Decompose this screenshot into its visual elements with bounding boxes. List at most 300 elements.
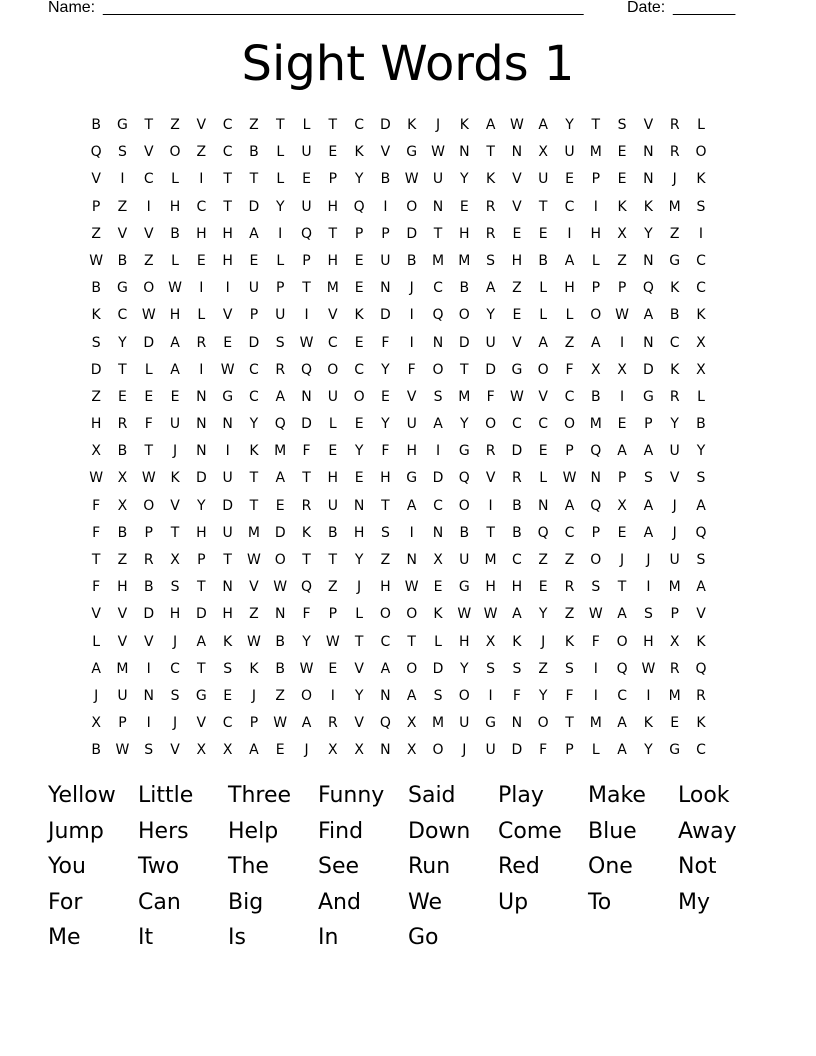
grid-letter: N: [406, 552, 417, 568]
grid-letter: J: [435, 117, 441, 133]
grid-letter: A: [538, 334, 548, 351]
grid-letter: C: [170, 660, 180, 677]
grid-letter: I: [593, 198, 598, 215]
grid-letter: K: [512, 633, 522, 650]
grid-letter: A: [538, 117, 548, 133]
grid-letter: S: [275, 334, 285, 351]
grid-row: [83, 683, 714, 710]
grid-letter: V: [538, 388, 548, 405]
grid-letter: N: [301, 388, 312, 405]
grid-letter: W: [509, 117, 524, 133]
grid-letter: X: [117, 470, 128, 487]
grid-letter: O: [143, 497, 155, 514]
grid-letter: U: [459, 715, 470, 732]
grid-letter: M: [116, 660, 129, 677]
grid-letter: M: [589, 416, 602, 433]
grid-letter: B: [328, 524, 338, 541]
grid-letter: N: [537, 497, 549, 514]
grid-letter: U: [380, 252, 391, 269]
grid-letter: A: [485, 117, 496, 133]
grid-letter: A: [91, 660, 101, 677]
grid-letter: O: [590, 552, 602, 568]
grid-letter: W: [220, 361, 235, 378]
grid-letter: V: [117, 606, 128, 623]
grid-letter: L: [591, 742, 600, 759]
grid-letter: L: [539, 307, 548, 324]
grid-letter: N: [380, 687, 391, 704]
date-blank-line: _______: [673, 0, 736, 16]
word-list-item: Look: [678, 783, 730, 808]
grid-letter: Q: [301, 579, 313, 596]
word-list-row: [48, 778, 768, 814]
grid-letter: B: [406, 252, 417, 269]
grid-letter: N: [590, 470, 602, 487]
grid-letter: O: [458, 497, 470, 514]
grid-letter: M: [589, 144, 602, 161]
grid-letter: X: [669, 633, 680, 650]
grid-letter: A: [170, 334, 180, 351]
grid-letter: U: [301, 144, 312, 161]
grid-letter: F: [381, 334, 390, 351]
grid-row: [83, 411, 714, 438]
grid-letter: U: [327, 497, 338, 514]
word-list-item: Said: [408, 783, 456, 808]
grid-letter: S: [696, 552, 706, 568]
grid-letter: U: [669, 443, 680, 460]
grid-letter: X: [170, 552, 180, 568]
grid-letter: A: [617, 742, 627, 759]
grid-letter: E: [512, 225, 522, 242]
grid-letter: T: [486, 524, 495, 541]
grid-letter: J: [672, 171, 677, 188]
grid-row: [83, 438, 714, 465]
grid-letter: S: [118, 144, 127, 161]
grid-letter: R: [143, 552, 154, 568]
grid-letter: R: [669, 144, 680, 161]
grid-letter: M: [668, 687, 681, 704]
grid-letter: Q: [695, 524, 707, 541]
grid-letter: A: [485, 280, 496, 297]
grid-letter: W: [404, 579, 419, 596]
grid-letter: K: [643, 198, 653, 215]
grid-letter: X: [117, 497, 128, 514]
grid-letter: T: [144, 443, 154, 460]
grid-letter: J: [172, 633, 178, 650]
word-list-item: We: [408, 889, 442, 915]
grid-letter: V: [143, 144, 154, 161]
grid-letter: V: [117, 633, 128, 650]
grid-letter: Y: [460, 171, 469, 188]
grid-letter: M: [326, 280, 339, 297]
grid-letter: F: [565, 361, 574, 378]
grid-letter: L: [171, 171, 179, 188]
grid-letter: O: [406, 660, 418, 677]
grid-letter: G: [117, 117, 128, 133]
grid-letter: W: [615, 307, 629, 324]
grid-letter: R: [485, 225, 496, 242]
grid-letter: Y: [354, 171, 364, 188]
grid-letter: J: [541, 633, 546, 650]
grid-letter: H: [327, 252, 339, 269]
grid-letter: T: [302, 280, 311, 297]
grid-letter: O: [327, 361, 339, 378]
word-list-item: To: [588, 889, 612, 915]
grid-letter: D: [380, 117, 391, 133]
grid-letter: P: [354, 225, 364, 242]
grid-letter: E: [459, 198, 469, 215]
grid-letter: E: [354, 334, 364, 351]
date-label: Date:: [627, 0, 666, 16]
grid-letter: N: [432, 198, 444, 215]
grid-letter: L: [302, 117, 311, 133]
grid-letter: C: [433, 497, 443, 514]
grid-letter: H: [169, 606, 181, 623]
word-list-row: [48, 849, 768, 885]
grid-letter: U: [327, 388, 338, 405]
grid-letter: P: [591, 171, 601, 188]
grid-letter: C: [249, 388, 259, 405]
grid-letter: B: [380, 171, 391, 188]
grid-letter: C: [354, 117, 364, 133]
grid-letter: R: [301, 497, 312, 514]
grid-letter: S: [565, 660, 574, 677]
grid-letter: A: [643, 443, 654, 460]
grid-letter: E: [354, 252, 364, 269]
grid-letter: B: [459, 280, 470, 297]
grid-letter: T: [275, 117, 285, 133]
grid-letter: N: [380, 742, 391, 759]
grid-letter: L: [144, 361, 153, 378]
grid-letter: E: [118, 388, 127, 405]
grid-letter: A: [406, 687, 417, 704]
grid-letter: Y: [197, 497, 206, 514]
grid-letter: I: [409, 334, 414, 351]
grid-letter: K: [301, 524, 312, 541]
grid-letter: X: [538, 144, 548, 161]
word-list-item: Two: [138, 854, 180, 880]
grid-letter: I: [199, 171, 204, 188]
page-title: Sight Words 1: [241, 36, 575, 92]
grid-letter: A: [406, 497, 417, 514]
grid-letter: Q: [590, 497, 602, 514]
word-list-item: Can: [138, 889, 181, 915]
grid-letter: W: [641, 660, 656, 677]
grid-letter: R: [327, 715, 338, 732]
grid-letter: Z: [170, 117, 180, 133]
grid-letter: W: [299, 660, 314, 677]
grid-letter: X: [406, 742, 417, 759]
grid-letter: C: [196, 198, 207, 215]
grid-letter: Q: [616, 660, 628, 677]
grid-letter: N: [511, 144, 523, 161]
grid-letter: I: [488, 497, 493, 514]
grid-letter: Z: [117, 198, 128, 215]
grid-letter: E: [328, 660, 338, 677]
grid-letter: O: [616, 633, 628, 650]
grid-letter: U: [248, 280, 260, 297]
word-list-item: Is: [228, 925, 246, 951]
grid-letter: I: [304, 307, 309, 324]
grid-letter: A: [275, 388, 286, 405]
grid-letter: F: [381, 443, 390, 460]
grid-letter: A: [170, 361, 180, 378]
grid-letter: N: [643, 171, 654, 188]
grid-letter: V: [91, 171, 101, 188]
grid-letter: C: [696, 742, 706, 759]
grid-letter: T: [433, 225, 443, 242]
grid-letter: W: [168, 280, 182, 297]
grid-letter: R: [696, 687, 706, 704]
grid-letter: C: [564, 388, 575, 405]
grid-letter: Z: [538, 660, 548, 677]
grid-letter: H: [459, 225, 470, 242]
grid-letter: U: [432, 171, 444, 188]
grid-letter: E: [512, 307, 522, 324]
grid-letter: D: [511, 443, 523, 460]
grid-letter: T: [328, 225, 338, 242]
grid-letter: I: [698, 225, 704, 242]
grid-letter: A: [617, 606, 627, 623]
grid-row: [83, 221, 714, 248]
grid-row: [83, 357, 714, 384]
grid-letter: T: [118, 361, 127, 378]
grid-letter: T: [249, 171, 259, 188]
grid-letter: V: [512, 171, 522, 188]
word-list-item: Hers: [138, 818, 189, 844]
grid-letter: J: [620, 552, 625, 568]
grid-letter: I: [146, 715, 151, 732]
grid-letter: Q: [537, 524, 549, 541]
grid-letter: V: [328, 307, 338, 324]
grid-letter: B: [459, 524, 470, 541]
grid-letter: F: [92, 524, 101, 541]
grid-letter: K: [643, 715, 653, 732]
grid-letter: Y: [381, 361, 390, 378]
grid-letter: I: [435, 443, 441, 460]
grid-letter: N: [222, 416, 233, 433]
grid-letter: P: [328, 171, 338, 188]
grid-letter: Q: [90, 144, 102, 161]
grid-letter: V: [512, 334, 522, 351]
grid-letter: R: [485, 443, 496, 460]
grid-letter: Q: [274, 416, 286, 433]
grid-letter: I: [199, 280, 204, 297]
worksheet-header: [48, 0, 748, 19]
grid-letter: U: [222, 524, 233, 541]
grid-letter: P: [591, 524, 601, 541]
word-list-item: Find: [318, 818, 364, 844]
grid-letter: W: [247, 633, 261, 650]
grid-letter: I: [593, 687, 598, 704]
grid-letter: D: [458, 334, 470, 351]
grid-letter: D: [90, 361, 102, 378]
grid-row: [83, 737, 714, 764]
grid-letter: J: [304, 742, 309, 759]
grid-letter: K: [249, 443, 259, 460]
grid-letter: J: [672, 497, 677, 514]
grid-letter: H: [327, 198, 339, 215]
word-list-item: Not: [678, 854, 717, 880]
grid-letter: K: [354, 144, 364, 161]
grid-letter: N: [196, 416, 207, 433]
grid-letter: A: [196, 633, 207, 650]
grid-letter: Z: [564, 606, 575, 623]
word-list-row: [48, 814, 768, 850]
grid-letter: Z: [249, 606, 259, 623]
grid-letter: C: [117, 307, 128, 324]
grid-letter: V: [249, 579, 259, 596]
grid-letter: K: [670, 361, 680, 378]
grid-letter: F: [512, 687, 521, 704]
grid-letter: A: [643, 524, 654, 541]
grid-letter: U: [275, 307, 286, 324]
grid-letter: Q: [590, 443, 602, 460]
grid-letter: V: [354, 660, 364, 677]
grid-letter: D: [222, 497, 234, 514]
grid-letter: X: [485, 633, 496, 650]
grid-letter: X: [196, 742, 207, 759]
word-list-item: Little: [138, 783, 194, 808]
grid-letter: E: [328, 443, 338, 460]
word-list-item: My: [678, 889, 711, 915]
grid-letter: J: [462, 742, 467, 759]
grid-letter: L: [355, 606, 364, 623]
grid-letter: D: [432, 470, 444, 487]
grid-letter: S: [223, 660, 233, 677]
grid-letter: E: [670, 715, 680, 732]
grid-letter: P: [302, 252, 311, 269]
grid-letter: A: [643, 307, 654, 324]
grid-letter: C: [222, 715, 233, 732]
grid-letter: Y: [670, 416, 679, 433]
grid-letter: C: [222, 117, 233, 133]
grid-letter: Y: [696, 443, 706, 460]
grid-letter: G: [669, 742, 681, 759]
grid-letter: O: [537, 715, 549, 732]
grid-letter: C: [564, 198, 575, 215]
grid-letter: M: [484, 552, 497, 568]
grid-letter: I: [199, 361, 204, 378]
grid-letter: O: [432, 742, 444, 759]
grid-letter: I: [383, 198, 388, 215]
grid-letter: I: [120, 171, 125, 188]
grid-letter: H: [169, 198, 181, 215]
grid-letter: Y: [354, 552, 364, 568]
grid-letter: L: [171, 252, 179, 269]
grid-letter: U: [485, 334, 496, 351]
grid-letter: L: [591, 252, 600, 269]
grid-letter: Y: [354, 443, 364, 460]
grid-letter: V: [222, 307, 233, 324]
grid-letter: H: [222, 606, 233, 623]
grid-letter: X: [696, 361, 706, 378]
grid-letter: P: [591, 280, 601, 297]
grid-letter: C: [564, 524, 575, 541]
grid-letter: V: [380, 144, 391, 161]
grid-letter: T: [538, 198, 548, 215]
grid-letter: V: [170, 497, 180, 514]
grid-letter: X: [222, 742, 233, 759]
grid-letter: G: [406, 470, 418, 487]
grid-letter: H: [485, 579, 496, 596]
grid-letter: P: [91, 198, 101, 215]
grid-letter: W: [89, 470, 104, 487]
grid-letter: I: [225, 443, 230, 460]
grid-row: [83, 248, 714, 275]
grid-letter: K: [564, 633, 575, 650]
grid-letter: E: [354, 280, 364, 297]
grid-letter: B: [669, 307, 680, 324]
grid-letter: V: [354, 715, 364, 732]
grid-letter: Z: [196, 144, 207, 161]
grid-letter: E: [170, 388, 180, 405]
grid-row: [83, 493, 714, 520]
grid-letter: E: [354, 470, 364, 487]
grid-letter: R: [275, 361, 286, 378]
grid-letter: T: [328, 117, 338, 133]
grid-letter: X: [617, 361, 627, 378]
grid-letter: Z: [91, 225, 101, 242]
grid-letter: L: [92, 633, 101, 650]
word-list-item: Yellow: [48, 783, 116, 808]
grid-letter: L: [434, 633, 442, 650]
grid-letter: V: [143, 633, 154, 650]
grid-letter: T: [302, 552, 311, 568]
grid-letter: Y: [354, 687, 364, 704]
grid-letter: M: [458, 252, 471, 269]
grid-letter: A: [249, 742, 259, 759]
grid-letter: E: [433, 579, 443, 596]
word-list-item: One: [588, 854, 633, 880]
grid-letter: A: [275, 470, 286, 487]
grid-letter: W: [509, 388, 524, 405]
grid-letter: I: [225, 280, 230, 297]
grid-letter: U: [564, 144, 575, 161]
grid-letter: T: [223, 198, 232, 215]
grid-letter: N: [380, 280, 391, 297]
grid-letter: G: [406, 144, 418, 161]
grid-letter: F: [591, 633, 600, 650]
grid-letter: T: [197, 660, 206, 677]
grid-letter: R: [117, 416, 128, 433]
grid-letter: M: [274, 443, 287, 460]
grid-letter: H: [327, 470, 339, 487]
word-list-item: Up: [498, 889, 529, 915]
grid-letter: S: [591, 579, 601, 596]
name-label: Name:: [48, 0, 96, 16]
word-list-item: For: [48, 889, 83, 915]
grid-letter: S: [380, 524, 390, 541]
grid-letter: D: [274, 524, 286, 541]
grid-letter: E: [380, 388, 390, 405]
grid-letter: D: [248, 198, 260, 215]
grid-letter: S: [91, 334, 101, 351]
grid-letter: N: [196, 443, 207, 460]
grid-letter: P: [617, 470, 627, 487]
grid-letter: E: [302, 171, 311, 188]
grid-letter: N: [143, 687, 154, 704]
grid-letter: N: [274, 606, 286, 623]
grid-letter: Z: [538, 552, 548, 568]
grid-letter: A: [696, 579, 706, 596]
grid-letter: Q: [458, 470, 470, 487]
grid-letter: B: [117, 443, 128, 460]
word-list-item: Play: [498, 783, 544, 808]
grid-letter: Q: [301, 225, 313, 242]
grid-letter: P: [249, 307, 259, 324]
grid-letter: G: [511, 361, 523, 378]
grid-row: [83, 330, 714, 357]
